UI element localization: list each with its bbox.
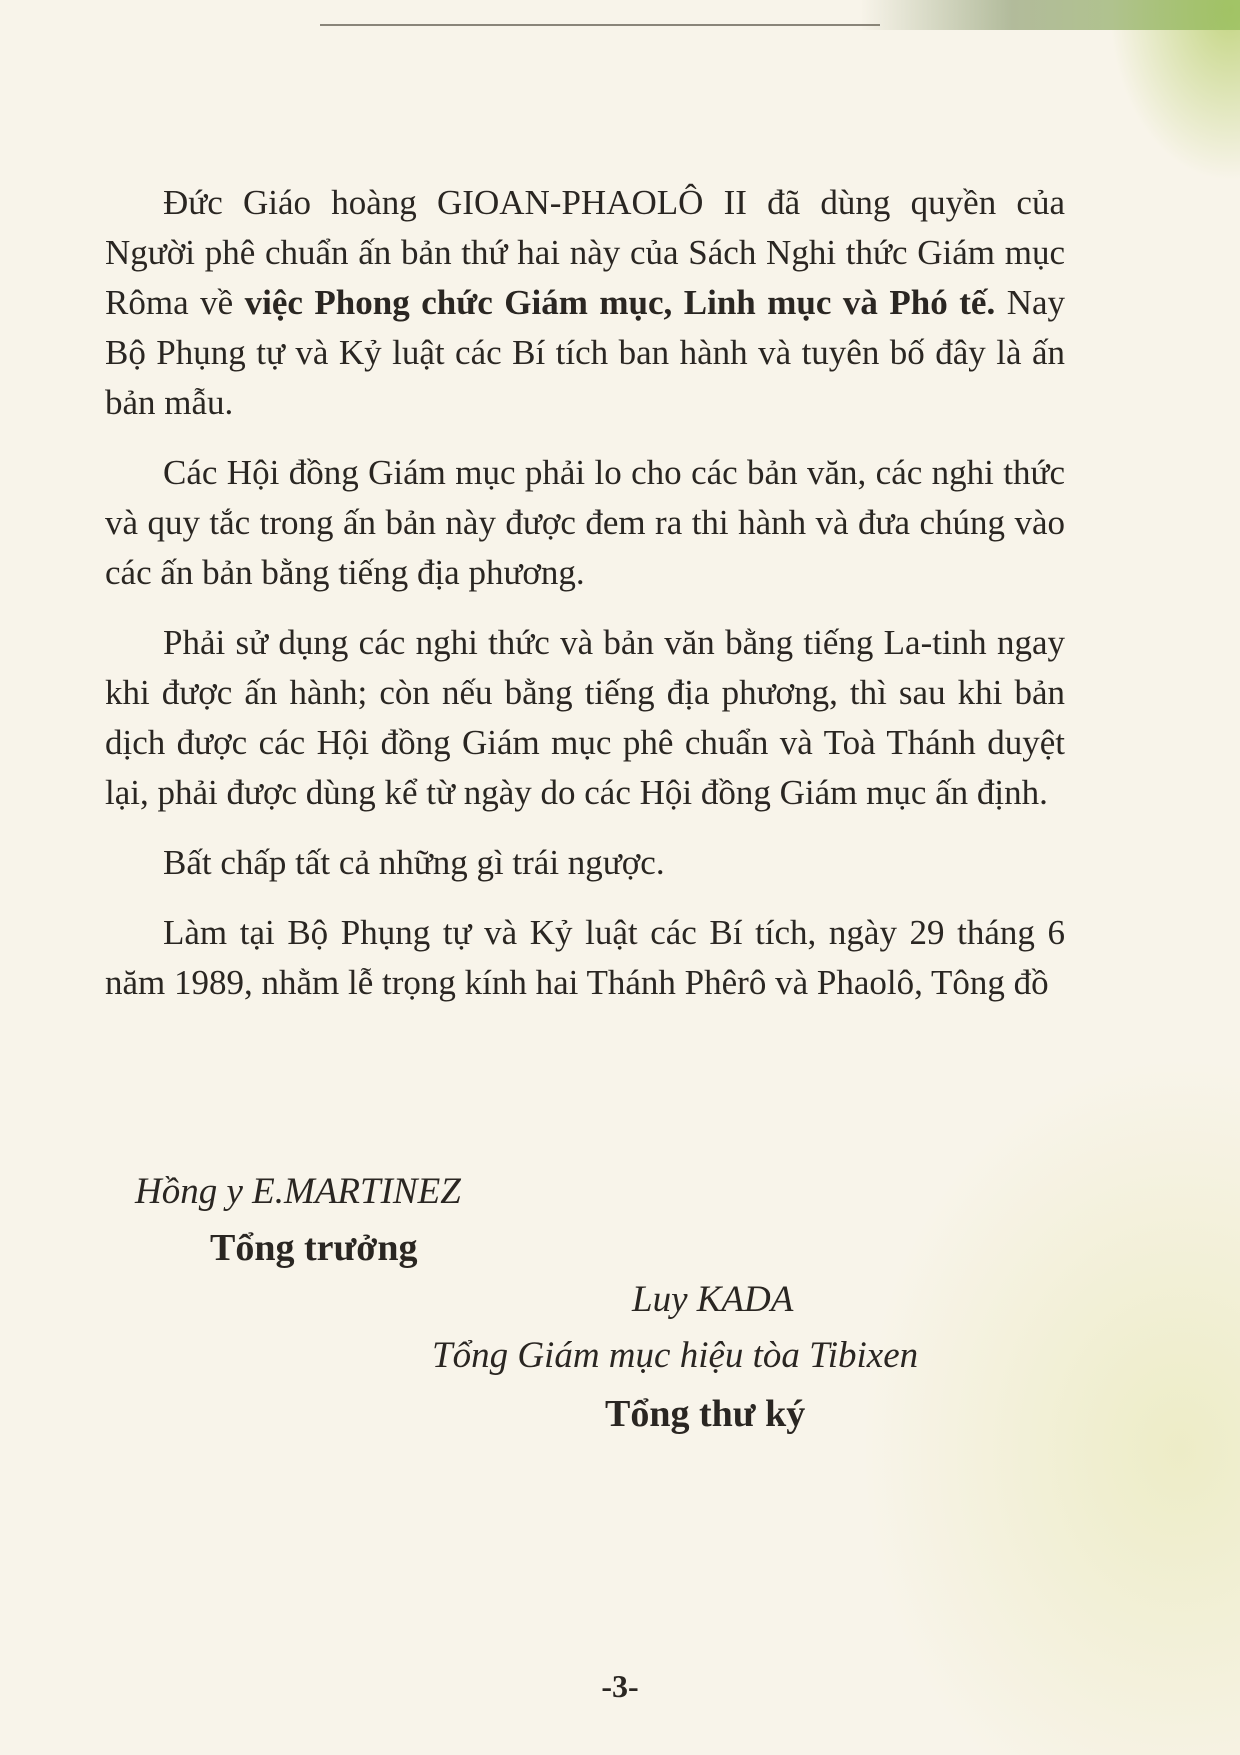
document-body bbox=[105, 178, 1065, 1028]
paragraph-usage: Phải sử dụng các nghi thức và bản văn bằng tiếng La-tinh ngay khi được ấn hành; còn nếu bằng tiếng địa phương, thì sau khi bản dịch được các Hội đồng Giám mục phê chuẩn và Toà Thánh duyệt lại, phải được dùng kể từ ngày do các Hội đồng Giám mục ấn định. bbox=[105, 623, 1065, 812]
paragraph-conferences: Các Hội đồng Giám mục phải lo cho các bản văn, các nghi thức và quy tắc trong ấn bản này được đem ra thi hành và đưa chúng vào các ấn bản bằng tiếng địa phương. bbox=[105, 453, 1065, 592]
paragraph-approval-text-after: Nay Bộ Phụng tự và Kỷ luật các Bí tích ban hành và tuyên bố đây là ấn bản mẫu. bbox=[105, 283, 1066, 422]
paragraph-dated: Làm tại Bộ Phụng tự và Kỷ luật các Bí tích, ngày 29 tháng 6 năm 1989, nhằm lễ trọng kính hai Thánh Phêrô và Phaolô, Tông đồ bbox=[105, 913, 1065, 1002]
paragraph-approval-bold-text: việc Phong chức Giám mục, Linh mục và Phó tế. bbox=[244, 283, 996, 322]
signature-secretary-title: Tổng thư ký bbox=[605, 1393, 806, 1435]
scan-smudge-decoration bbox=[860, 0, 1240, 30]
paragraph-approval-text-before: Đức Giáo hoàng GIOAN-PHAOLÔ II đã dùng quyền của Người phê chuẩn ấn bản thứ hai này của Sách Nghi thức Giám mục Rôma về bbox=[105, 183, 1065, 322]
signature-prefect-name: Hồng y E.MARTINEZ bbox=[135, 1171, 461, 1212]
paragraph-notwithstanding: Bất chấp tất cả những gì trái ngược. bbox=[163, 843, 665, 882]
signature-prefect-title: Tổng trưởng bbox=[210, 1227, 418, 1269]
paragraph-approval bbox=[105, 178, 1065, 428]
signature-secretary-see: Tổng Giám mục hiệu tòa Tibixen bbox=[432, 1335, 919, 1376]
top-rule-line bbox=[320, 24, 880, 26]
page-number: -3- bbox=[601, 1668, 639, 1704]
signature-secretary-name: Luy KADA bbox=[632, 1279, 794, 1320]
